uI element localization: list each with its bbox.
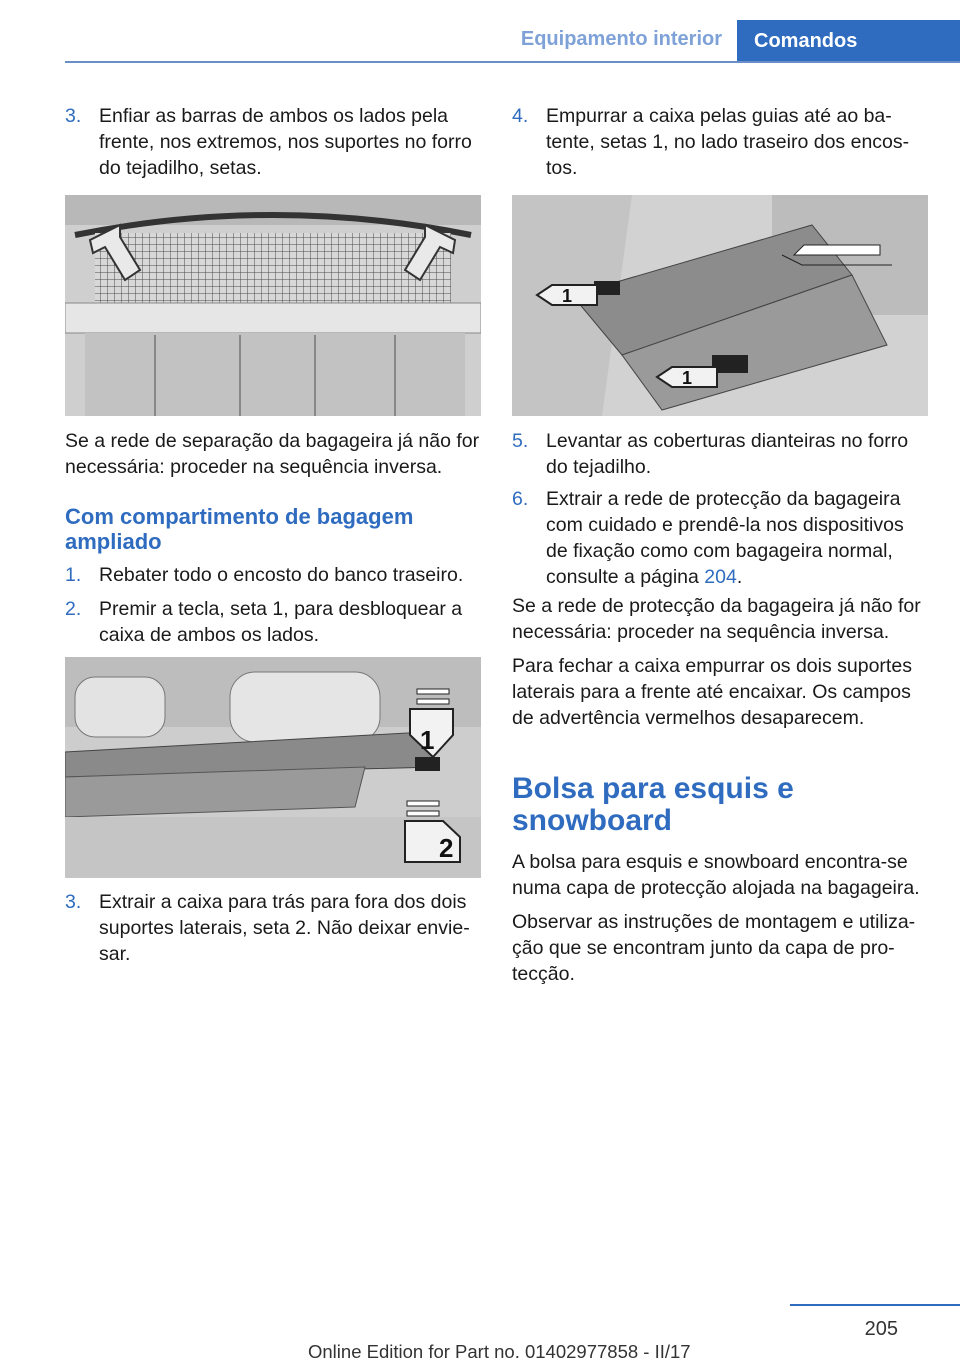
step-text: Extrair a rede de protecção da bagageira com cuidado e prendê-la nos dispositivos de fixação como com bagageira normal, consulte a página bbox=[546, 488, 904, 588]
heading-ski-bag: Bolsa para esquis e snowboard bbox=[512, 772, 794, 837]
edition-footer: Online Edition for Part no. 01402977858 - II/17 bbox=[308, 1341, 691, 1362]
step-text: Enfiar as barras de ambos os lados pela frente, nos extremos, nos suportes no forro do tejadilho, setas. bbox=[99, 105, 472, 179]
step-number: 3. bbox=[65, 105, 82, 127]
header-section-title: Equipamento interior bbox=[520, 28, 722, 50]
step-text: Empurrar a caixa pelas guias até ao ba-tente, setas 1, no lado traseiro dos encos-tos. bbox=[546, 105, 910, 179]
right-heading-block bbox=[512, 773, 928, 837]
paragraph: Observar as instruções de montagem e utiliza-ção que se encontram junto da capa de pro-tecção. bbox=[512, 911, 916, 985]
right-steps-5-6 bbox=[512, 428, 928, 590]
figure-label: 1 bbox=[562, 286, 573, 306]
paragraph: Se a rede de protecção da bagageira já não for necessária: proceder na sequência inversa. bbox=[512, 595, 921, 643]
header-chapter-tab: Comandos bbox=[737, 20, 960, 63]
page-reference-link[interactable]: 204 bbox=[704, 566, 737, 588]
paragraph: Se a rede de separação da bagageira já não for necessária: proceder na sequência inversa. bbox=[65, 430, 480, 478]
page-number-rule bbox=[790, 1304, 960, 1306]
figure-label: 2 bbox=[439, 833, 454, 863]
step-number: 1. bbox=[65, 564, 82, 586]
step-text: Premir a tecla, seta 1, para desbloquear a caixa de ambos os lados. bbox=[99, 598, 463, 646]
step-text: Rebater todo o encosto do banco traseiro. bbox=[99, 564, 464, 586]
page-number: 205 bbox=[864, 1318, 898, 1340]
figure-net-bars bbox=[65, 195, 481, 416]
paragraph: A bolsa para esquis e snowboard encontra-se numa capa de protecção alojada na bagageira. bbox=[512, 851, 920, 899]
header-rule bbox=[65, 61, 960, 63]
step-text: Levantar as coberturas dianteiras no forro do tejadilho. bbox=[546, 430, 909, 478]
left-steps-1-2 bbox=[65, 562, 481, 648]
paragraph: Para fechar a caixa empurrar os dois suportes laterais para a frente até encaixar. Os campos de advertência vermelhos desaparecem. bbox=[512, 655, 912, 729]
step-text: Extrair a caixa para trás para fora dos dois suportes laterais, seta 2. Não deixar envie-sar. bbox=[99, 891, 470, 965]
figure-unlock-box bbox=[65, 657, 481, 878]
step-number: 5. bbox=[512, 430, 529, 452]
step-number: 2. bbox=[65, 598, 82, 620]
left-subheading-block bbox=[65, 504, 481, 554]
figure-label: 1 bbox=[682, 368, 693, 388]
figure-label: 1 bbox=[420, 725, 435, 755]
subheading-extended-luggage: Com compartimento de bagagem ampliado bbox=[65, 504, 414, 554]
left-step-3b bbox=[65, 889, 481, 967]
left-paragraph-1 bbox=[65, 428, 481, 480]
right-step-4 bbox=[512, 103, 928, 181]
step-number: 6. bbox=[512, 488, 529, 510]
right-ski-paragraphs bbox=[512, 849, 928, 987]
right-paragraphs bbox=[512, 593, 928, 731]
step-number: 4. bbox=[512, 105, 529, 127]
step-number: 3. bbox=[65, 891, 82, 913]
step-text-end: . bbox=[736, 566, 743, 588]
left-step-3a bbox=[65, 103, 481, 181]
figure-push-box bbox=[512, 195, 928, 416]
